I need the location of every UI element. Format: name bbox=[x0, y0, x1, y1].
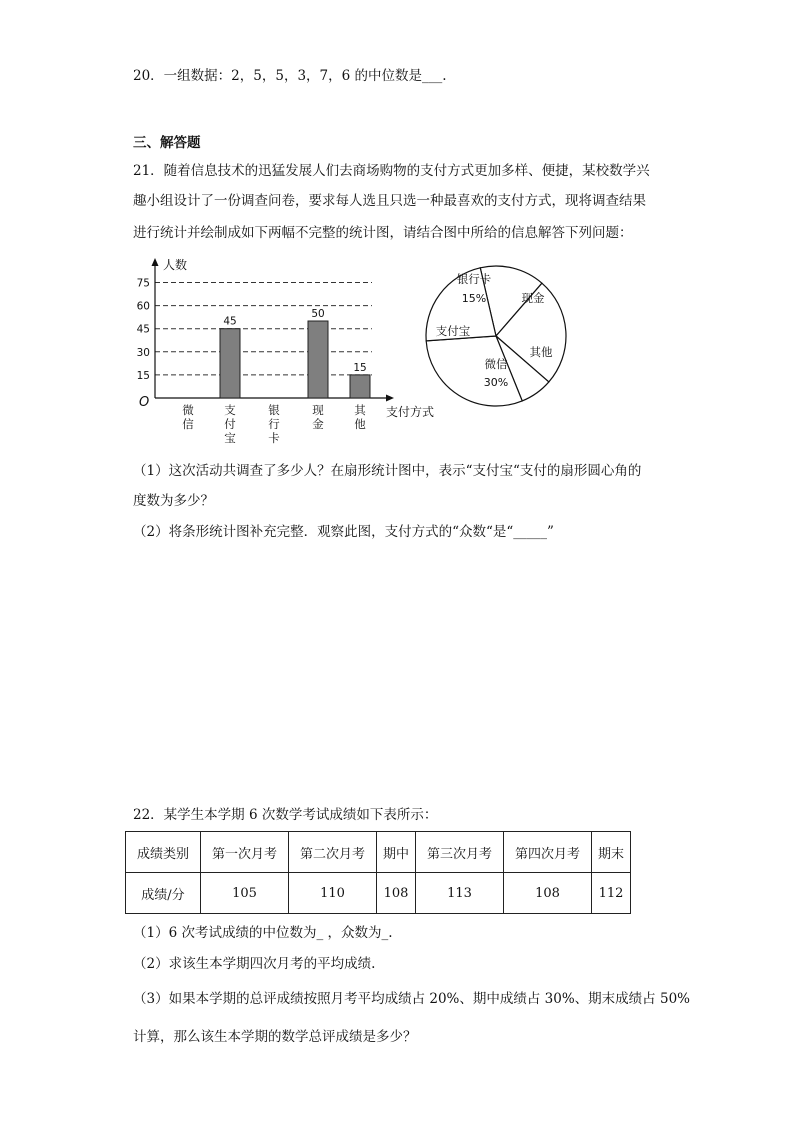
question-21-part-1-line-1: （1）这次活动共调查了多少人？在扇形统计图中，表示“支付宝“支付的扇形圆心角的 bbox=[133, 463, 642, 479]
y-axis-arrow-icon bbox=[152, 258, 159, 266]
bar-其他 bbox=[350, 375, 370, 398]
x-axis-title: 支付方式 bbox=[386, 405, 435, 419]
table-cell: 113 bbox=[416, 873, 504, 914]
pie-slice-percent-label: 15% bbox=[461, 292, 487, 305]
scores-table bbox=[125, 831, 631, 914]
table-cell: 105 bbox=[201, 873, 289, 914]
x-category-label: 现 bbox=[312, 403, 324, 417]
x-category-label: 银 bbox=[268, 403, 280, 417]
x-category-label: 其 bbox=[354, 403, 366, 417]
table-header-row bbox=[126, 832, 631, 873]
y-tick-label: 45 bbox=[136, 323, 150, 336]
question-21-intro-line-1: 21．随着信息技术的迅猛发展人们去商场购物的支付方式更加多样、便捷，某校数学兴 bbox=[133, 163, 650, 179]
y-tick-label: 15 bbox=[136, 369, 150, 382]
question-21-part-1-line-2: 度数为多少？ bbox=[133, 493, 214, 509]
bar-现金 bbox=[308, 321, 328, 398]
question-22-part-2: （2）求该生本学期四次月考的平均成绩. bbox=[133, 956, 376, 972]
table-row-label: 成绩/分 bbox=[126, 873, 201, 914]
pie-slice-label: 微信 bbox=[484, 357, 508, 371]
table-header-cell: 第四次月考 bbox=[504, 832, 592, 873]
bar-支付宝 bbox=[220, 329, 240, 398]
x-category-label: 金 bbox=[312, 417, 324, 431]
question-22-part-3-line-2: 计算，那么该生本学期的数学总评成绩是多少？ bbox=[133, 1029, 417, 1045]
x-category-label: 微 bbox=[182, 403, 194, 417]
pie-slice-percent-label: 30% bbox=[483, 376, 509, 389]
x-category-label: 他 bbox=[354, 417, 366, 431]
table-cell: 110 bbox=[289, 873, 377, 914]
x-category-label: 卡 bbox=[268, 431, 280, 445]
pie-slice-label: 其他 bbox=[529, 345, 553, 359]
table-cell: 108 bbox=[504, 873, 592, 914]
table-header-cell: 第二次月考 bbox=[289, 832, 377, 873]
pie-slice-label: 银行卡 bbox=[456, 272, 492, 286]
table-cell: 112 bbox=[592, 873, 631, 914]
table-header-cell: 期末 bbox=[592, 832, 631, 873]
x-category-label: 宝 bbox=[224, 431, 236, 445]
x-category-label: 支 bbox=[224, 403, 236, 417]
table-row bbox=[126, 873, 631, 914]
question-21-part-2: （2）将条形统计图补充完整．观察此图，支付方式的“众数“是“_____” bbox=[133, 524, 554, 540]
table-cell: 108 bbox=[377, 873, 416, 914]
origin-label: O bbox=[139, 395, 150, 410]
table-header-cell: 第一次月考 bbox=[201, 832, 289, 873]
table-header-cell: 期中 bbox=[377, 832, 416, 873]
bar-data-label: 15 bbox=[353, 361, 367, 374]
y-tick-label: 60 bbox=[136, 300, 150, 313]
question-22-part-1: （1）6 次考试成绩的中位数为_ ，众数为_. bbox=[133, 925, 393, 941]
x-category-label: 行 bbox=[268, 417, 280, 431]
bar-data-label: 45 bbox=[223, 315, 237, 328]
table-header-cell: 成绩类别 bbox=[126, 832, 201, 873]
y-tick-label: 75 bbox=[136, 277, 150, 290]
question-22-intro: 22．某学生本学期 6 次数学考试成绩如下表所示： bbox=[133, 807, 438, 823]
y-axis-title: 人数 bbox=[163, 258, 188, 272]
question-21-intro-line-3: 进行统计并绘制成如下两幅不完整的统计图，请结合图中所给的信息解答下列问题： bbox=[133, 225, 633, 241]
question-20: 20．一组数据：2，5，5，3，7，6 的中位数是___. bbox=[133, 68, 447, 84]
question-22-part-3-line-1: （3）如果本学期的总评成绩按照月考平均成绩占 20%、期中成绩占 30%、期末成绩占 50% bbox=[133, 991, 690, 1007]
table-header-cell: 第三次月考 bbox=[416, 832, 504, 873]
x-category-label: 付 bbox=[224, 417, 236, 431]
bar-data-label: 50 bbox=[311, 308, 325, 320]
question-21-intro-line-2: 趣小组设计了一份调查问卷，要求每人选且只选一种最喜欢的支付方式，现将调查结果 bbox=[133, 193, 646, 209]
pie-slice-label: 支付宝 bbox=[435, 324, 471, 338]
x-category-label: 信 bbox=[182, 417, 194, 431]
pie-slice-label: 现金 bbox=[521, 291, 545, 305]
section-heading: 三、解答题 bbox=[133, 135, 201, 151]
y-tick-label: 30 bbox=[136, 346, 150, 359]
x-axis-arrow-icon bbox=[386, 395, 394, 402]
bar-chart bbox=[130, 252, 440, 447]
pie-chart bbox=[420, 262, 580, 412]
